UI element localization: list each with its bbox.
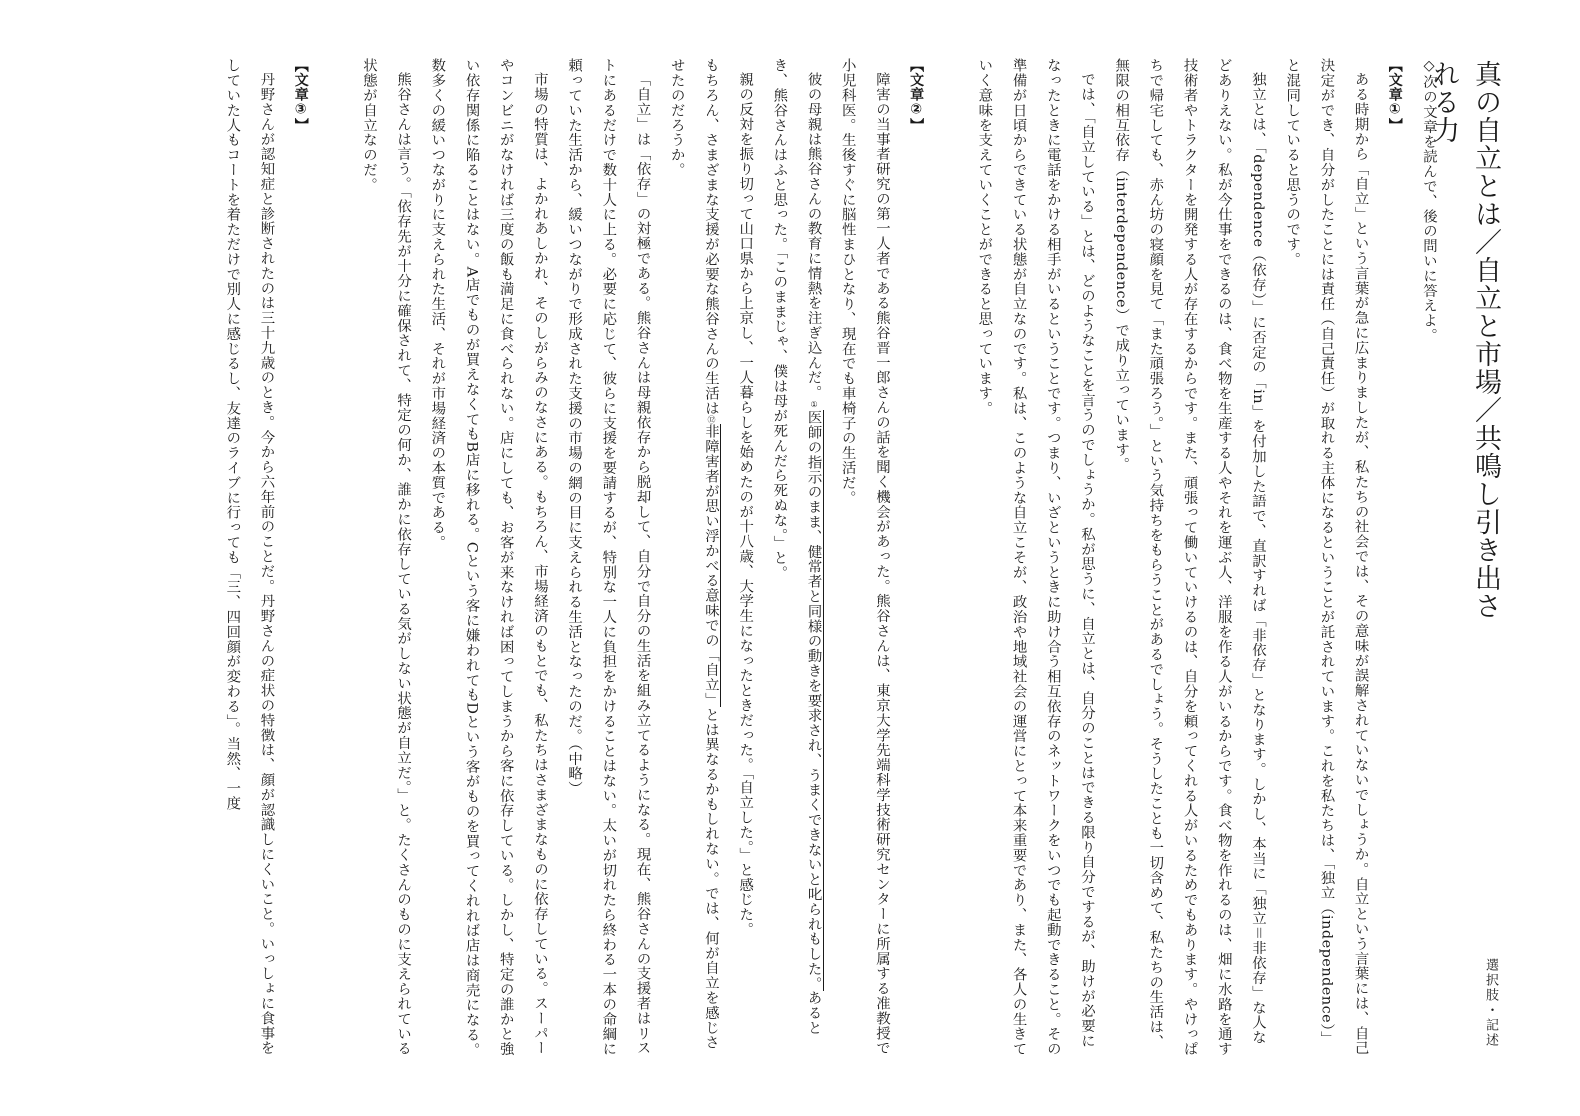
underlined-passage-2: 非障害者が思い浮かべる意味での「自立」 bbox=[702, 424, 719, 708]
passage-3-heading: 【文章③】 bbox=[292, 58, 309, 133]
instruction: ◇次の文章を読んで、後の問いに答えよ。 bbox=[1421, 58, 1437, 343]
passage-2-paragraph-1: 障害の当事者研究の第一人者である熊谷晋一郎さんの話を聞く機会があった。熊谷さんは、東京大学先端科学技術研究センターに所属する准教授で小児科医。生後すぐに脳性まひとなり、現在でも車椅子の生活だ。 bbox=[839, 58, 890, 1056]
section-gap bbox=[933, 58, 967, 1058]
passage-2-text: あるとき、熊谷さんはふと思った。「このままじゃ、僕は母が死んだら死ぬな。」と。 bbox=[771, 58, 822, 1036]
passage-2-paragraph-2 bbox=[762, 58, 830, 1058]
passage-2-paragraph-6: 熊谷さんは言う。「依存先が十分に確保されて、特定の何か、誰かに依存している気がしない状態が自立だ。」と。たくさんのものに支えられている状態が自立なのだ。 bbox=[360, 58, 412, 1057]
passage-2-paragraph-3b bbox=[660, 58, 728, 1058]
passage-1-paragraph-3: では、「自立している」とは、どのようなことを言うのでしょうか。私が思うに、自立とは、自分のことはできる限り自分でするが、助けが必要になったときに電話をかける相手がいるということです。つまり、いざというときに助け合う相互依存のネットワークをいつでも起動できること。その準備が日頃からできている状態が自立なのです。私は、このような自立こそが、政治や地域社会の運営にとって本来重要であり、また、各人の生きていく意味を支えていくことができると思っています。 bbox=[976, 58, 1095, 1057]
page-title: 真の自立とは／自立と市場／共鳴し引き出される力 bbox=[1428, 60, 1501, 620]
question-type-label: 選択肢・記述 bbox=[1483, 958, 1498, 1048]
document-body bbox=[96, 58, 1446, 1058]
underlined-passage-1: 医師の指示のまま、健常者と同様の動きを要求され、うまくできないと叱られもした。 bbox=[805, 409, 822, 991]
passage-2-text: とは異なるかもしれない。では、何が自立を感じさせたのだろうか。 bbox=[668, 58, 719, 1050]
passage-2-text: 彼の母親は熊谷さんの教育に情熱を注ぎ込んだ。 bbox=[805, 72, 822, 401]
passage-3-paragraph-1: 丹野さんが認知症と診断されたのは三十九歳のとき。今から六年前のことだ。丹野さんの症状の特徴は、顔が認識しにくいこと。いっしょに食事をしていた人もコートを着ただけで別人に感じるし、友達のライブに行っても「三、四回顔が変わる」。当然、一度 bbox=[224, 58, 275, 1056]
passage-2-paragraph-4: 「自立」は「依存」の対極である。熊谷さんは母親依存から脱却して、自分で自分の生活を組み立てるようになる。現在、熊谷さんの支援者はリストにあるだけで数十人に上る。必要に応じて、彼らに支援を要請するが、特別な一人に負担をかけることはない。太いが切れたら終わる一本の命綱に頼っていた生活から、緩いつながりで形成された支援の市場の網の目に支えられる生活となったのだ。（中略） bbox=[566, 58, 651, 1057]
passage-2-heading: 【文章②】 bbox=[908, 58, 925, 133]
passage-1-paragraph-1: ある時期から「自立」という言葉が急に広まりましたが、私たちの社会では、その意味が誤解されていないでしょうか。自立という言葉には、自己決定ができ、自分がしたことには責任（自己責任）が取れる主体になるということが託されています。これを私たちは、「独立（independence）」と混同していると思うのです。 bbox=[1284, 58, 1369, 1056]
passage-1-paragraph-2: 独立とは、「dependence（依存）」に否定の「in」を付加した語で、直訳すれば「非依存」となります。しかし、本当に「独立＝非依存」な人などありえない。私が今仕事をできるのは、食べ物を生産する人やそれを運ぶ人、洋服を作る人がいるからです。食べ物を作れるのは、畑に水路を通す技術者やトラクターを開発する人が存在するからです。また、頑張って働いていけるのは、自分を頼ってくれる人がいるためでもあります。やけっぱちで帰宅しても、赤ん坊の寝顔を見て「また頑張ろう。」という気持ちをもらうことがあるでしょう。そうしたことも一切含めて、私たちの生活は、無限の相互依存（interdependence）で成り立っています。 bbox=[1113, 58, 1266, 1057]
passage-2-text: もちろん、さまざまな支援が必要な熊谷さんの生活は bbox=[702, 58, 719, 416]
underline-marker-2: ⑫ bbox=[706, 415, 716, 425]
underline-marker-1: ① bbox=[809, 400, 819, 410]
passage-1-heading: 【文章①】 bbox=[1386, 58, 1403, 133]
passage-2-paragraph-5: 市場の特質は、よかれあしかれ、そのしがらみのなさにある。もちろん、市場経済のもとでも、私たちはさまざまなものに依存している。スーパーやコンビニがなければ三度の飯も満足に食べられない。店にしても、お客が来なければ困ってしまうから客に依存している。しかし、特定の誰かと強い依存関係に陥ることはない。A店でものが買えなくてもB店に移れる。Cという客に嫌われてもDという客がものを買ってくれれば店は商売になる。数多くの緩いつながりに支えられた生活、それが市場経済の本質である。 bbox=[429, 58, 548, 1058]
passage-2-paragraph-3: 親の反対を振り切って山口県から上京し、一人暮らしを始めたのが十八歳、大学生になったときだった。「自立した。」と感じた。 bbox=[737, 72, 754, 938]
section-gap bbox=[318, 58, 352, 1058]
